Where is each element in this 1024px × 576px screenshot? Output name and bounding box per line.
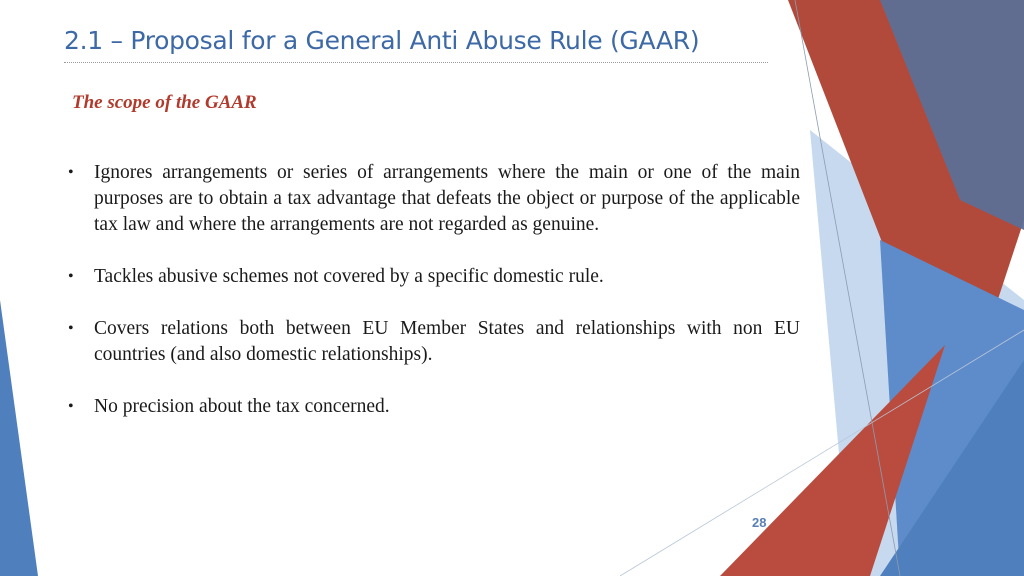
- bullet-text: Ignores arrangements or series of arrangements where the main or one of the main purposes are to obtain a tax advantage that defeats the object or purpose of the applicable tax law and where the arrangements are not regarded as genuine.: [94, 162, 800, 235]
- bullet-marker: •: [68, 398, 74, 415]
- bullet-item: [66, 264, 800, 290]
- bullet-marker: •: [68, 268, 74, 285]
- bullet-text: Covers relations both between EU Member States and relationships with non EU countries (and also domestic relationships).: [94, 318, 800, 365]
- bullet-item: [66, 394, 800, 420]
- section-subtitle: The scope of the GAAR: [72, 92, 257, 113]
- title-divider: [64, 62, 768, 63]
- left-blue-shape: [0, 300, 38, 576]
- page-number: 28: [752, 515, 767, 530]
- bullet-text: No precision about the tax concerned.: [94, 396, 390, 417]
- bullet-item: [66, 316, 800, 368]
- bullet-list: [66, 160, 800, 446]
- bullet-text: Tackles abusive schemes not covered by a specific domestic rule.: [94, 266, 604, 287]
- bullet-marker: •: [68, 320, 74, 337]
- bullet-item: [66, 160, 800, 238]
- bullet-marker: •: [68, 164, 74, 181]
- slide-title: 2.1 – Proposal for a General Anti Abuse Rule (GAAR): [64, 26, 700, 55]
